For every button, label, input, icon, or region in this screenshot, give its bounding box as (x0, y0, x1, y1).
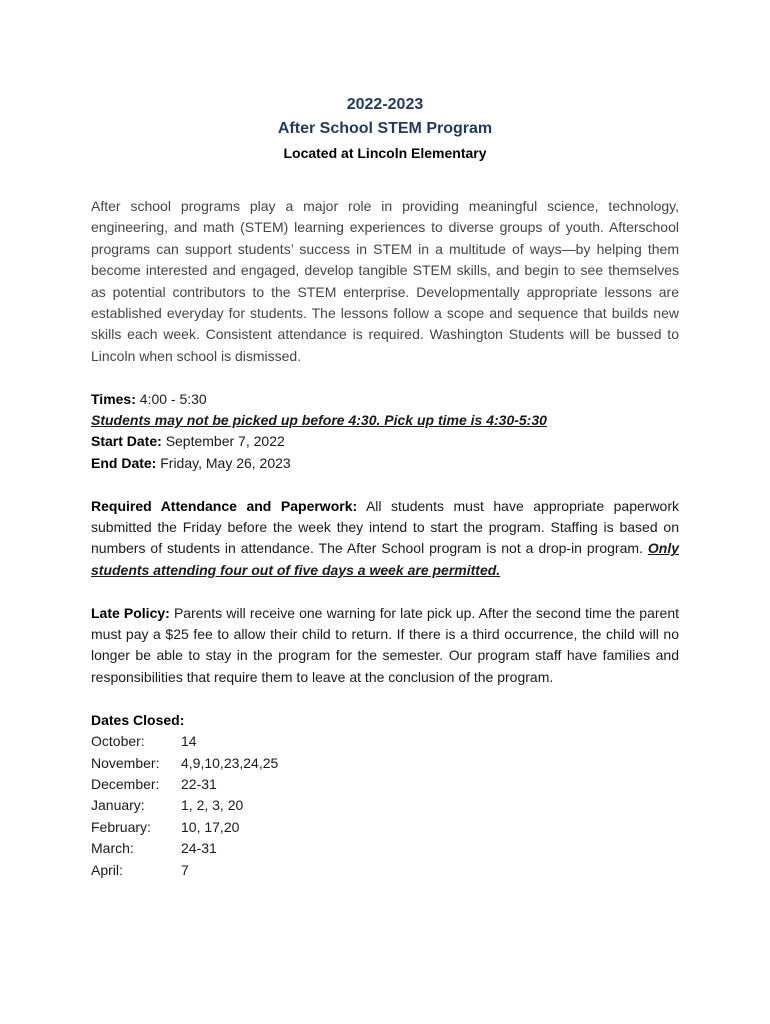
closed-days: 4,9,10,23,24,25 (181, 754, 279, 771)
list-item (91, 753, 679, 774)
month-label: March: (91, 840, 134, 857)
list-item (91, 817, 679, 838)
times-value: 4:00 - 5:30 (139, 390, 207, 407)
document-header (0, 94, 770, 164)
program-title: After School STEM Program (277, 120, 493, 137)
closed-days: 14 (181, 733, 197, 750)
start-date-line (91, 431, 679, 452)
closed-days: 1, 2, 3, 20 (181, 797, 244, 814)
closed-days: 10, 17,20 (181, 818, 240, 835)
schedule-section (91, 389, 679, 475)
start-date-value: September 7, 2022 (165, 433, 285, 450)
start-date-label: Start Date: (91, 433, 162, 450)
month-label: January: (91, 797, 145, 814)
times-label: Times: (91, 390, 136, 407)
month-label: April: (91, 861, 123, 878)
end-date-value: Friday, May 26, 2023 (160, 454, 291, 471)
month-label: November: (91, 754, 160, 771)
attendance-emphasis: Only students attending four out of five days a week are permitted. (91, 540, 680, 578)
end-date-label: End Date: (91, 454, 157, 471)
late-policy-section (91, 603, 679, 689)
late-policy-text: Parents will receive one warning for late pick up. After the second time the parent must pay a $25 fee to allow their child to return. If there is a third occurrence, the child will no longer be able to stay in the program for the semester. Our program staff have families and responsibilities that require them to leave at the conclusion of the program. (91, 604, 680, 685)
attendance-label: Required Attendance and Paperwork: (91, 497, 358, 514)
list-item (91, 838, 679, 859)
intro-paragraph: After school programs play a major role in providing meaningful science, technology, engineering, and math (STEM) learning experiences to diverse groups of youth. Afterschool programs can support students’ success in STEM in a multitude of ways—by helping them become interested and engaged, develop tangible STEM skills, and begin to see themselves as potential contributors to the STEM enterprise. Developmentally appropriate lessons are established everyday for students. The lessons follow a scope and sequence that builds new skills each week. Consistent attendance is required. Washington Students will be bussed to Lincoln when school is dismissed. (91, 198, 679, 364)
program-location: Located at Lincoln Elementary (283, 145, 487, 161)
closed-days: 7 (181, 861, 189, 878)
attendance-text: All students must have appropriate paperwork submitted the Friday before the week they intend to start the program. Staffing is based on numbers of students in attendance. The After School program is not a drop-in program. (91, 497, 680, 557)
month-label: February: (91, 818, 151, 835)
program-year: 2022-2023 (346, 96, 424, 113)
attendance-section (91, 496, 679, 582)
pickup-note: Students may not be picked up before 4:30. Pick up time is 4:30-5:30 (91, 412, 547, 429)
dates-closed-section (91, 710, 679, 881)
closed-days: 24-31 (181, 840, 217, 857)
late-policy-label: Late Policy: (91, 604, 170, 621)
list-item (91, 774, 679, 795)
month-label: October: (91, 733, 145, 750)
end-date-line (91, 453, 679, 474)
list-item (91, 731, 679, 752)
times-line (91, 389, 679, 410)
document-body (91, 196, 679, 881)
closed-days: 22-31 (181, 775, 217, 792)
dates-closed-label: Dates Closed: (91, 711, 185, 728)
list-item (91, 795, 679, 816)
list-item (91, 860, 679, 881)
month-label: December: (91, 775, 160, 792)
